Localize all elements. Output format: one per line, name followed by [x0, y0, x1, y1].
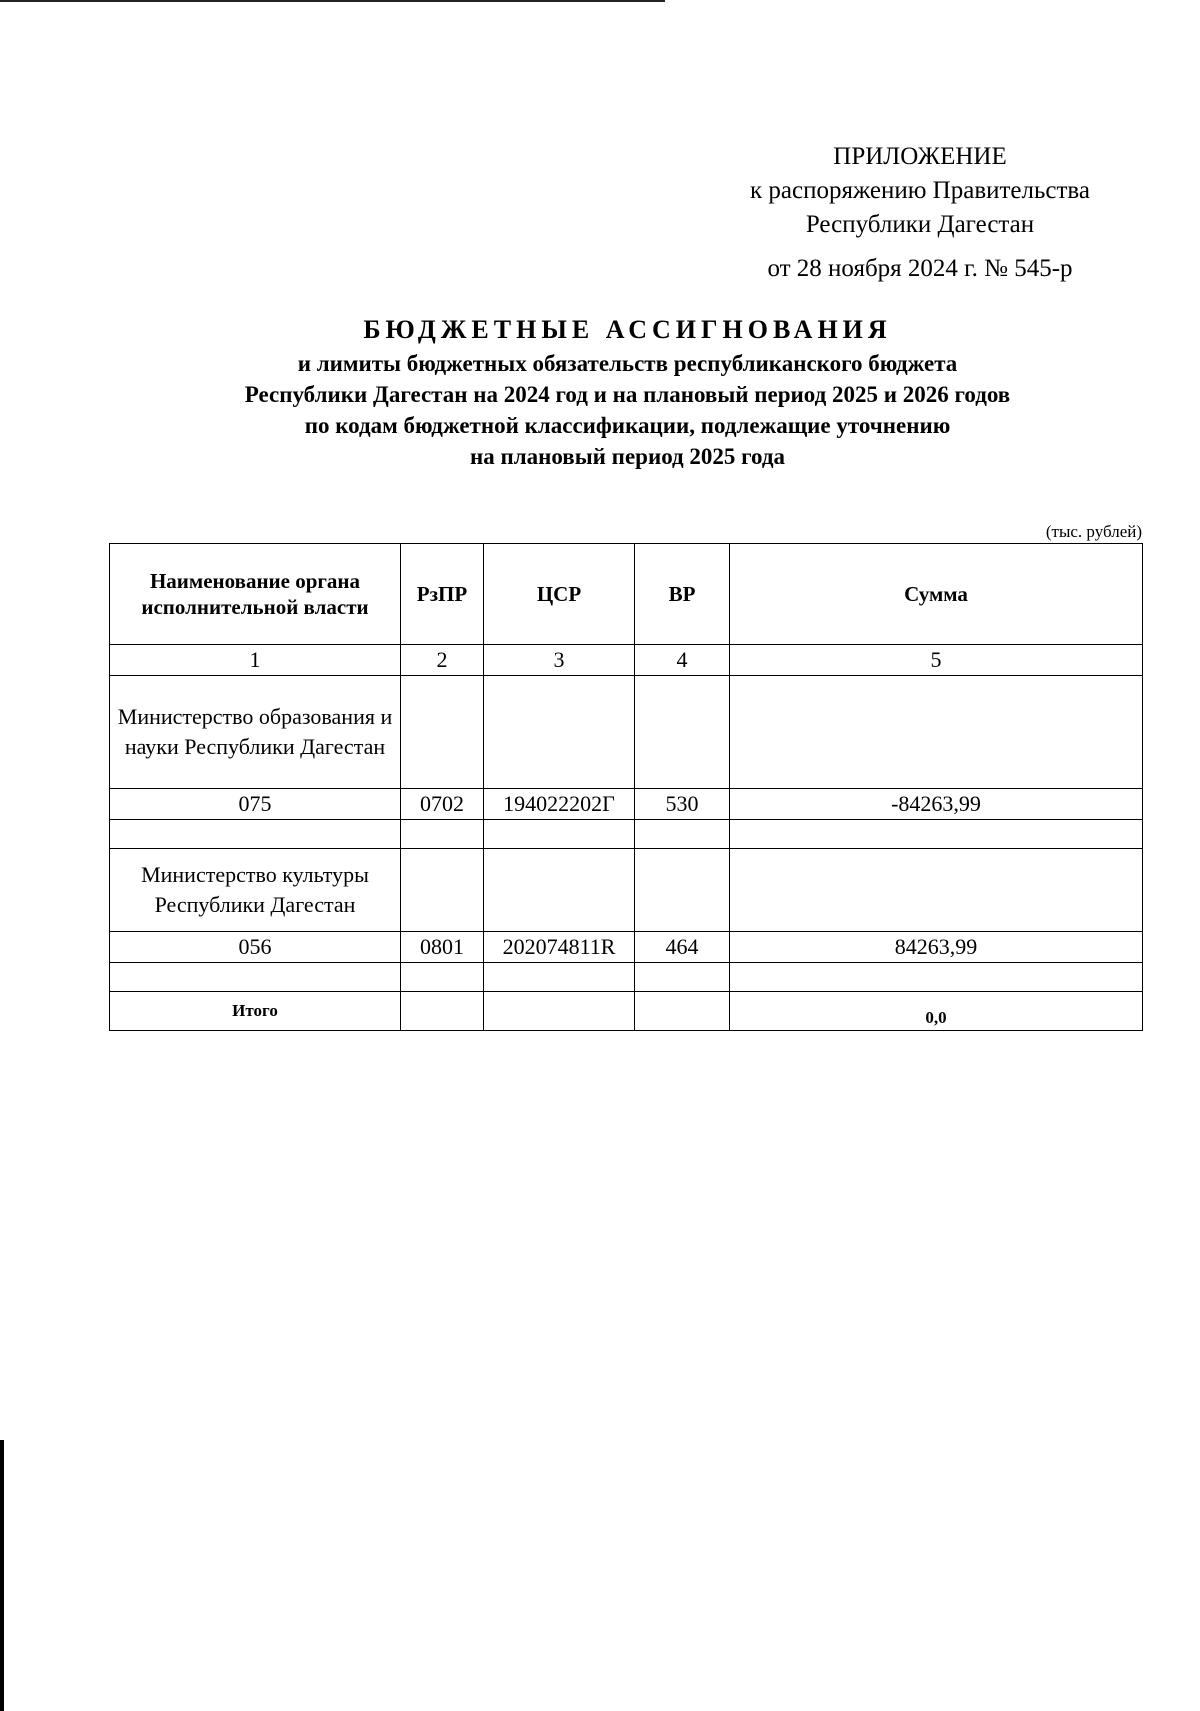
empty-cell [635, 992, 730, 1031]
header-rzpr: РзПР [401, 544, 484, 645]
scan-edge-top [0, 0, 665, 2]
empty-cell [635, 820, 730, 849]
rzpr-value: 0801 [401, 932, 484, 963]
title-sub-3: по кодам бюджетной классификации, подлежащие уточнению [304, 413, 951, 438]
budget-table [109, 543, 1143, 1031]
org-name: Министерство культуры Республики Дагестан [110, 849, 401, 932]
appendix-ref: к распоряжению Правительства [749, 177, 1090, 204]
empty-cell [484, 676, 635, 789]
empty-cell [484, 820, 635, 849]
vr-value: 530 [635, 789, 730, 820]
org-code: 075 [110, 789, 401, 820]
empty-cell [401, 820, 484, 849]
col-number: 5 [730, 645, 1143, 676]
sum-value: 84263,99 [730, 932, 1143, 963]
empty-cell [401, 676, 484, 789]
table-row-org-culture [110, 849, 1143, 932]
empty-cell [730, 676, 1143, 789]
header-name: Наименование органа исполнительной власти [110, 544, 401, 645]
csr-value: 194022202Г [484, 789, 635, 820]
title-main: БЮДЖЕТНЫЕ АССИГНОВАНИЯ [363, 315, 892, 344]
appendix-republic: Республики Дагестан [805, 211, 1035, 238]
table-row-blank [110, 963, 1143, 992]
table-row-data [110, 789, 1143, 820]
header-sum: Сумма [730, 544, 1143, 645]
total-label: Итого [110, 992, 401, 1031]
scan-edge-left [0, 1440, 4, 1711]
empty-cell [401, 849, 484, 932]
empty-cell [730, 963, 1143, 992]
org-name: Министерство образования и науки Республики Дагестан [110, 676, 401, 789]
col-number: 3 [484, 645, 635, 676]
empty-cell [484, 963, 635, 992]
empty-cell [401, 963, 484, 992]
table-header-row [110, 544, 1143, 645]
title-sub-4: на плановый период 2025 года [469, 444, 786, 469]
col-number: 1 [110, 645, 401, 676]
table-row-data [110, 932, 1143, 963]
appendix-block [700, 140, 1140, 286]
empty-cell [730, 849, 1143, 932]
total-sum: 0,0 [730, 992, 1143, 1031]
header-csr: ЦСР [484, 544, 635, 645]
empty-cell [730, 820, 1143, 849]
col-number: 4 [635, 645, 730, 676]
appendix-title: ПРИЛОЖЕНИЕ [833, 143, 1007, 170]
csr-value: 202074811R [484, 932, 635, 963]
title-sub-1: и лимиты бюджетных обязательств республиканского бюджета [297, 351, 958, 376]
empty-cell [110, 820, 401, 849]
org-code: 056 [110, 932, 401, 963]
table-row-org-education [110, 676, 1143, 789]
rzpr-value: 0702 [401, 789, 484, 820]
empty-cell [635, 849, 730, 932]
empty-cell [484, 992, 635, 1031]
title-sub-2: Республики Дагестан на 2024 год и на плановый период 2025 и 2026 годов [244, 382, 1011, 407]
empty-cell [401, 992, 484, 1031]
document-title [110, 312, 1145, 472]
empty-cell [635, 676, 730, 789]
empty-cell [484, 849, 635, 932]
column-number-row [110, 645, 1143, 676]
units-label: (тыс. рублей) [1045, 522, 1142, 541]
col-number: 2 [401, 645, 484, 676]
vr-value: 464 [635, 932, 730, 963]
empty-cell [110, 963, 401, 992]
table-row-blank [110, 820, 1143, 849]
table-row-total [110, 992, 1143, 1031]
header-vr: ВР [635, 544, 730, 645]
appendix-date: от 28 ноября 2024 г. № 545-р [767, 255, 1073, 282]
empty-cell [635, 963, 730, 992]
sum-value: -84263,99 [730, 789, 1143, 820]
